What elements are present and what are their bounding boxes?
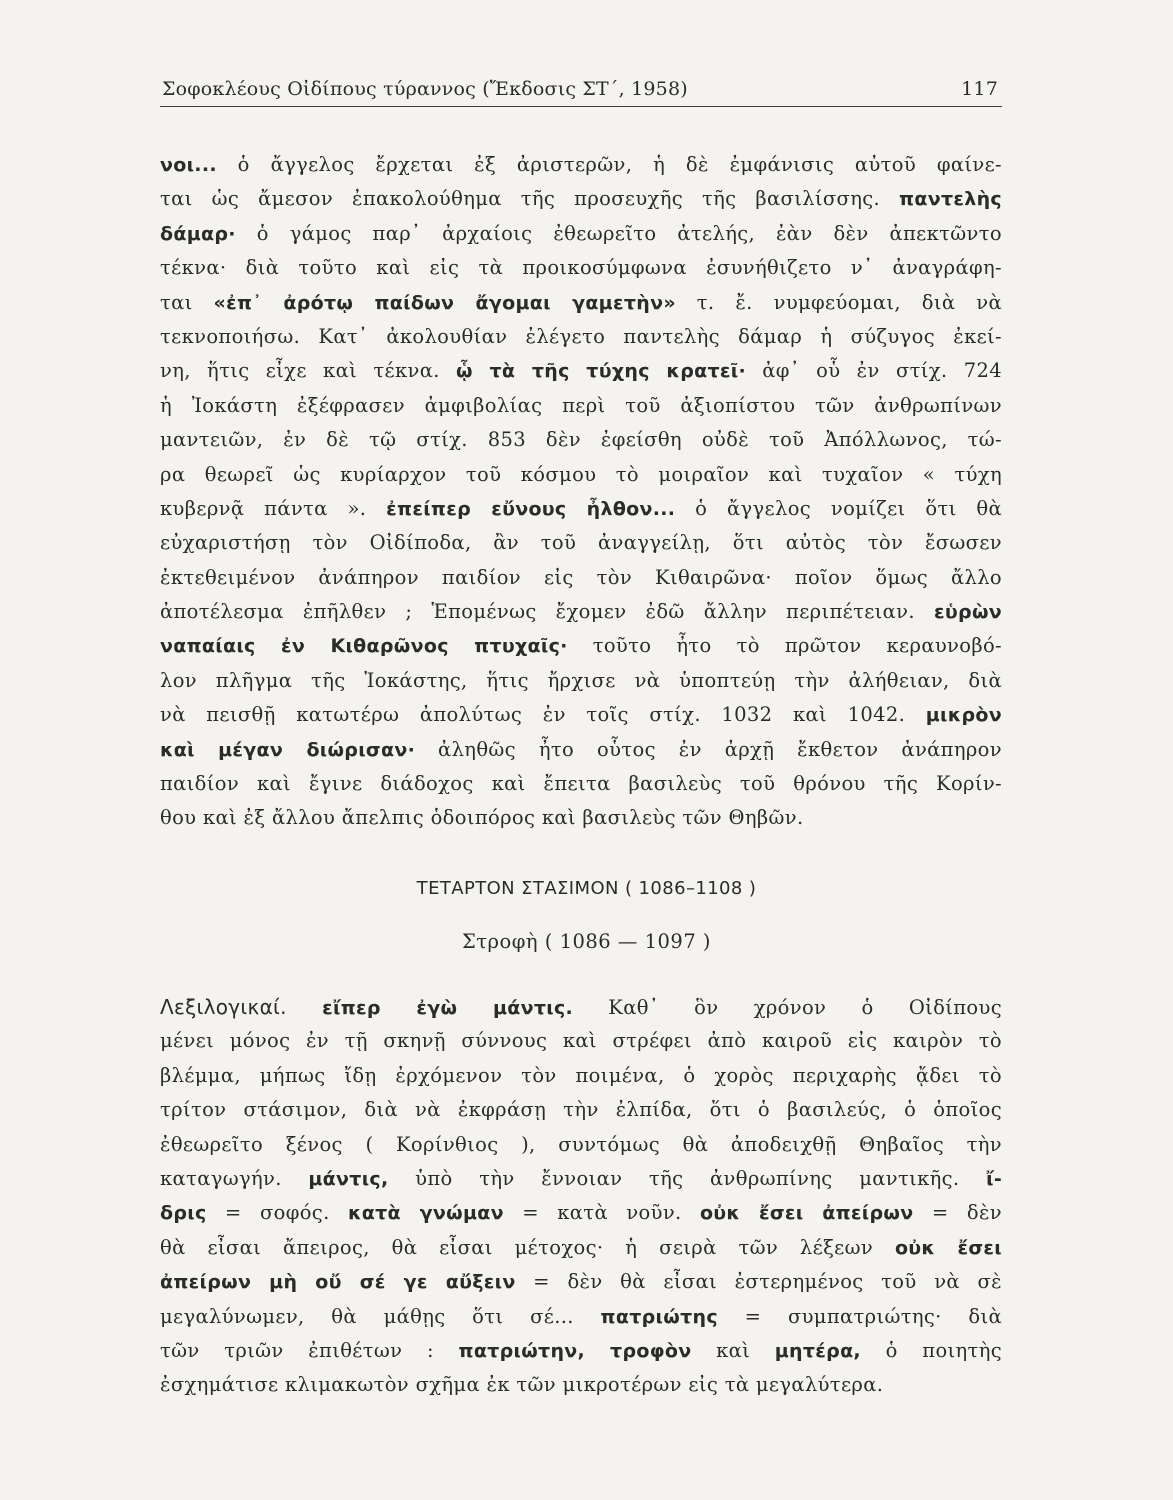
text-run: ὁ ἄγγελος νομίζει ὅτι θὰ xyxy=(675,496,1002,520)
text-run: τ. ἔ. νυμφεύομαι, διὰ νὰ xyxy=(675,290,1002,314)
lemma-term: οὐκ ἔσει ἀπείρων xyxy=(699,1202,914,1225)
lemma-term: οὐκ ἔσει xyxy=(894,1236,1002,1259)
lemma-term: ἐπείπερ εὔνους ἦλθον... xyxy=(386,497,676,520)
text-line xyxy=(160,1128,1002,1162)
lemma-term: ἴ- xyxy=(986,1167,1002,1190)
text-run: μεγαλύνωμεν, θὰ μάθῃς ὅτι σέ... xyxy=(160,1304,601,1328)
lemma-term: δρις xyxy=(160,1202,207,1225)
text-line xyxy=(160,698,1002,732)
text-run: καταγωγήν. xyxy=(160,1166,309,1190)
text-line xyxy=(160,217,1002,251)
text-run: τέκνα· διὰ τοῦτο καὶ εἰς τὰ προικοσύμφωνα ἐσυνήθιζετο ν᾽ ἀναγράφη- xyxy=(160,256,1002,280)
text-line xyxy=(160,389,1002,423)
text-run: ἐθεωρεῖτο ξένος ( Κορίνθιος ), συντόμως θὰ ἀποδειχθῇ Θηβαῖος τὴν xyxy=(160,1132,1002,1156)
text-run: θου καὶ ἐξ ἄλλου ἄπελπις ὁδοιπόρος καὶ βασιλεὺς τῶν Θηβῶν. xyxy=(160,806,804,830)
lemma-term: εἴπερ ἐγὼ μάντις. xyxy=(322,997,574,1019)
text-run: ὑπὸ τὴν ἔννοιαν τῆς ἀνθρωπίνης μαντικῆς. xyxy=(388,1166,987,1190)
lemma-term: εὑρὼν xyxy=(934,601,1002,624)
text-line xyxy=(160,1196,1002,1230)
text-run: = σοφός. xyxy=(206,1201,348,1225)
lemma-term: πατριώτην, τροφὸν xyxy=(458,1339,692,1362)
page-number: 117 xyxy=(961,78,998,100)
commentary-paragraph-2 xyxy=(160,990,1002,1403)
text-line xyxy=(160,733,1002,767)
text-run: = δὲν θὰ εἶσαι ἐστερημένος τοῦ νὰ σὲ xyxy=(515,1270,1002,1294)
text-run: ρα θεωρεῖ ὡς κυρίαρχον τοῦ κόσμου τὸ μοιραῖον καὶ τυχαῖον « τύχη xyxy=(160,462,1002,486)
text-line xyxy=(160,629,1002,663)
lemma-term: κατὰ γνώμαν xyxy=(347,1202,504,1225)
text-line xyxy=(160,1059,1002,1093)
lemma-term: δάμαρ· xyxy=(160,222,236,245)
lemma-term: μικρὸν xyxy=(925,704,1002,727)
text-run: νη, ἥτις εἶχε καὶ τέκνα. xyxy=(160,359,457,383)
section-heading: ΤΕΤΑΡΤΟΝ ΣΤΑΣΙΜΟΝ ( 1086–1108 ) xyxy=(416,878,757,899)
lemma-term: ᾧ τὰ τῆς τύχης κρατεῖ· xyxy=(456,360,746,383)
text-run: = συμπατριώτης· διὰ xyxy=(717,1304,1002,1328)
text-run: τῶν τριῶν ἐπιθέτων : xyxy=(160,1338,459,1362)
text-line xyxy=(160,1368,1002,1402)
section-lead: Λεξιλογικαί. xyxy=(160,995,323,1019)
text-run: τρίτον στάσιμον, διὰ νὰ ἐκφράσῃ τὴν ἐλπίδα, ὅτι ὁ βασιλεύς, ὁ ὁποῖος xyxy=(160,1098,1002,1122)
subsection-heading: Στροφὴ ( 1086 — 1097 ) xyxy=(461,930,712,953)
text-line xyxy=(160,1162,1002,1196)
text-run: βλέμμα, μήπως ἴδῃ ἐρχόμενον τὸν ποιμένα, ὁ χορὸς περιχαρὴς ᾄδει τὸ xyxy=(160,1063,1002,1087)
text-run: = κατὰ νοῦν. xyxy=(503,1201,700,1225)
text-run: ὁ ἄγγελος ἔρχεται ἐξ ἀριστερῶν, ἡ δὲ ἐμφάνισις αὐτοῦ φαίνε- xyxy=(216,153,1002,176)
text-line xyxy=(160,1265,1002,1299)
text-run: τεκνοποιήσω. Κατ᾽ ἀκολουθίαν ἐλέγετο παντελὴς δάμαρ ἡ σύζυγος ἐκεί- xyxy=(160,324,1002,348)
text-line xyxy=(160,526,1002,560)
text-run: νὰ πεισθῇ κατωτέρω ἀπολύτως ἐν τοῖς στίχ. 1032 καὶ 1042. xyxy=(160,703,926,727)
lemma-term: παντελὴς xyxy=(899,188,1002,211)
text-line xyxy=(160,458,1002,492)
text-run: ἡ Ἰοκάστη ἐξέφρασεν ἀμφιβολίας περὶ τοῦ ἀξιοπίστου τῶν ἀνθρωπίνων xyxy=(160,393,1002,417)
text-run: μαντειῶν, ἐν δὲ τῷ στίχ. 853 δὲν ἐφείσθη οὐδὲ τοῦ Ἀπόλλωνος, τώ- xyxy=(160,428,1002,452)
lemma-term: «ἐπ᾽ ἀρότῳ παίδων ἄγομαι γαμετὴν» xyxy=(213,291,676,314)
text-line xyxy=(160,251,1002,285)
lemma-term: μάντις, xyxy=(308,1167,389,1190)
text-run: ἀληθῶς ἦτο οὗτος ἐν ἀρχῇ ἔκθετον ἀνάπηρον xyxy=(415,737,1002,761)
text-run: μένει μόνος ἐν τῇ σκηνῇ σύννους καὶ στρέφει ἀπὸ καιροῦ εἰς καιρὸν τὸ xyxy=(160,1029,1002,1053)
text-run: ἀποτέλεσμα ἐπῆλθεν ; Ἑπομένως ἔχομεν ἐδῶ ἄλλην περιπέτειαν. xyxy=(160,600,935,624)
text-run: ἐσχημάτισε κλιμακωτὸν σχῆμα ἐκ τῶν μικροτέρων εἰς τὰ μεγαλύτερα. xyxy=(160,1373,884,1397)
commentary-paragraph-1 xyxy=(160,148,1002,836)
text-line xyxy=(160,354,1002,388)
text-line xyxy=(160,767,1002,801)
text-run: θὰ εἶσαι ἄπειρος, θὰ εἶσαι μέτοχος· ἡ σειρὰ τῶν λέξεων xyxy=(160,1235,895,1259)
text-line xyxy=(160,801,1002,835)
running-header xyxy=(160,74,1002,107)
text-line xyxy=(160,286,1002,320)
text-line xyxy=(160,561,1002,595)
text-line xyxy=(160,148,1002,182)
text-line xyxy=(160,1300,1002,1334)
text-run: ἐκτεθειμένον ἀνάπηρον παιδίον εἰς τὸν Κιθαιρῶνα· ποῖον ὅμως ἄλλο xyxy=(160,565,1002,589)
lemma-term: μητέρα, xyxy=(774,1339,861,1362)
text-line xyxy=(160,1334,1002,1368)
text-line xyxy=(160,320,1002,354)
text-line xyxy=(160,1024,1002,1058)
running-title: Σοφοκλέους Οἰδίπους τύραννος (Ἔκδοσις ΣΤ΄, 1958) xyxy=(162,78,688,100)
text-run: = δὲν xyxy=(913,1201,1002,1225)
text-line xyxy=(160,1093,1002,1127)
lemma-term: καὶ μέγαν διώρισαν· xyxy=(160,738,416,761)
lemma-term: νοι... xyxy=(160,154,217,176)
lemma-term: ἀπείρων μὴ οὔ σέ γε αὔξειν xyxy=(160,1271,516,1294)
text-run: ὁ ποιητὴς xyxy=(860,1338,1003,1362)
text-run: τοῦτο ἦτο τὸ πρῶτον κεραυνοβό- xyxy=(567,634,1002,658)
text-line xyxy=(160,990,1002,1024)
text-run: κυβερνᾷ πάντα ». xyxy=(160,496,387,520)
text-line xyxy=(160,664,1002,698)
text-run: παιδίον καὶ ἔγινε διάδοχος καὶ ἔπειτα βασιλεὺς τοῦ θρόνου τῆς Κορίν- xyxy=(160,772,1002,796)
text-line xyxy=(160,595,1002,629)
text-run: ὁ γάμος παρ᾽ ἀρχαίοις ἐθεωρεῖτο ἀτελής, ἐὰν δὲν ἀπεκτῶντο xyxy=(235,221,1002,245)
text-run: ται ὡς ἄμεσον ἐπακολούθημα τῆς προσευχῆς τῆς βασιλίσσης. xyxy=(160,187,900,211)
lemma-term: ναπαίαις ἐν Κιθαρῶνος πτυχαῖς· xyxy=(160,635,568,658)
text-run: ται xyxy=(160,290,214,314)
text-run: ἀφ᾽ οὗ ἐν στίχ. 724 xyxy=(745,359,1002,383)
text-run: λον πλῆγμα τῆς Ἰοκάστης, ἥτις ἤρχισε νὰ ὑποπτεύῃ τὴν ἀλήθειαν, διὰ xyxy=(160,668,1002,692)
text-run: καὶ xyxy=(691,1338,775,1362)
text-line xyxy=(160,182,1002,216)
text-line xyxy=(160,1231,1002,1265)
text-run: εὐχαριστήσῃ τὸν Οἰδίποδα, ἂν τοῦ ἀναγγείλῃ, ὅτι αὐτὸς τὸν ἔσωσεν xyxy=(160,531,1002,555)
text-run: Καθ᾽ ὃν χρόνον ὁ Οἰδίπους xyxy=(573,996,1002,1019)
lemma-term: πατριώτης xyxy=(600,1305,718,1328)
text-line xyxy=(160,492,1002,526)
text-line xyxy=(160,423,1002,457)
